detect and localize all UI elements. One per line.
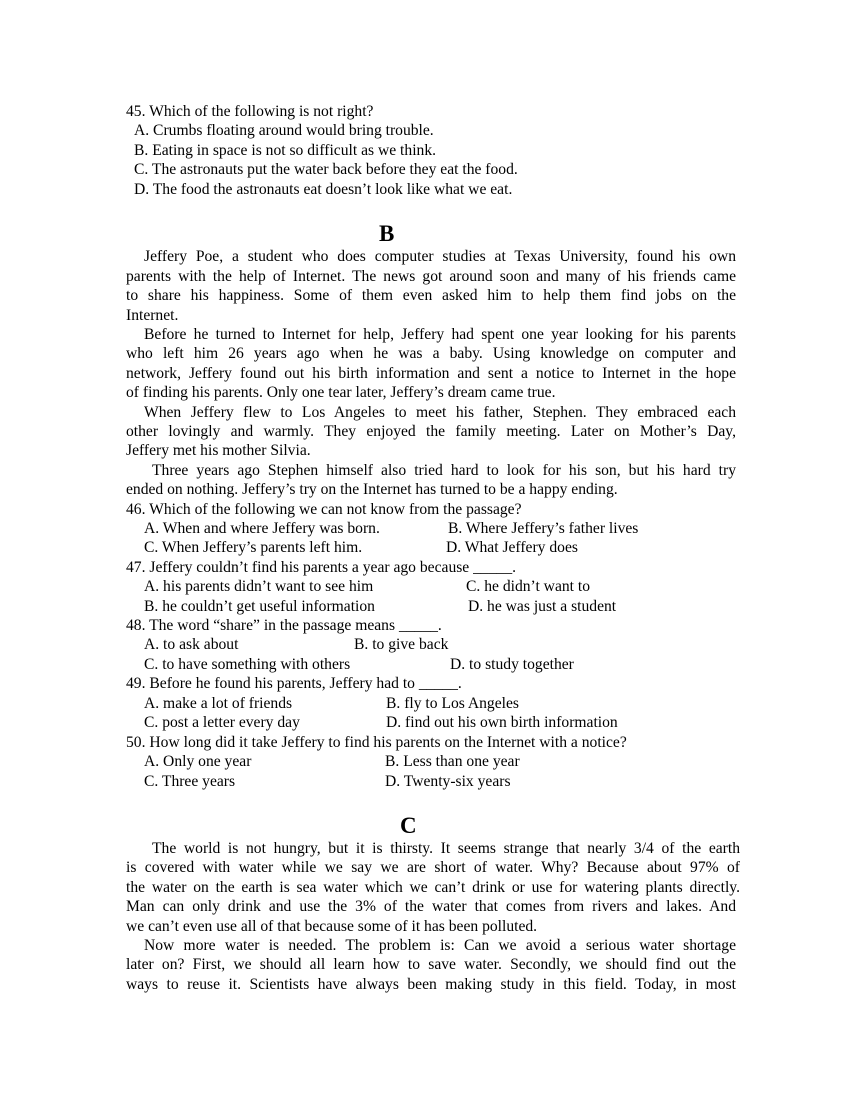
q50-option-b: B. Less than one year	[385, 753, 520, 770]
passage-b-line: parents with the help of Internet. The news got around soon and many of his friends came	[126, 268, 736, 285]
q45-option-a: A. Crumbs floating around would bring trouble.	[134, 122, 434, 139]
section-b-heading: B	[379, 221, 395, 246]
q46-option-a: A. When and where Jeffery was born.	[144, 520, 380, 537]
q50-option-c: C. Three years	[144, 773, 236, 790]
passage-b-line: network, Jeffery found out his birth information and sent a notice to Internet in the hope	[126, 365, 736, 382]
q47-question: 47. Jeffery couldn’t find his parents a year ago because _____.	[126, 559, 517, 576]
q49-option-d: D. find out his own birth information	[386, 714, 618, 731]
q46-option-c: C. When Jeffery’s parents left him.	[144, 539, 363, 556]
q46-option-b: B. Where Jeffery’s father lives	[448, 520, 639, 537]
q45-option-b: B. Eating in space is not so difficult as we think.	[134, 142, 437, 159]
passage-b-line: to share his happiness. Some of them even asked him to help them find jobs on the	[126, 287, 736, 304]
passage-b-line: Three years ago Stephen himself also tried hard to look for his son, but his hard try	[152, 462, 736, 479]
q45-question: 45. Which of the following is not right?	[126, 103, 374, 120]
section-c-heading: C	[400, 813, 417, 838]
passage-b-line: Before he turned to Internet for help, Jeffery had spent one year looking for his parents	[144, 326, 736, 343]
passage-b-line: Jeffery Poe, a student who does computer studies at Texas University, found his own	[144, 248, 736, 265]
q48-option-d: D. to study together	[450, 656, 574, 673]
q49-question: 49. Before he found his parents, Jeffery had to _____.	[126, 675, 462, 692]
passage-b-line: When Jeffery flew to Los Angeles to meet his father, Stephen. They embraced each	[144, 404, 736, 421]
passage-b-line: Internet.	[126, 307, 179, 324]
q50-option-d: D. Twenty-six years	[385, 773, 511, 790]
q48-option-b: B. to give back	[354, 636, 449, 653]
q50-question: 50. How long did it take Jeffery to find his parents on the Internet with a notice?	[126, 734, 627, 751]
passage-b-line: of finding his parents. Only one tear later, Jeffery’s dream came true.	[126, 384, 556, 401]
q49-option-b: B. fly to Los Angeles	[386, 695, 519, 712]
passage-c-line: Now more water is needed. The problem is: Can we avoid a serious water shortage	[144, 937, 736, 954]
q47-option-c: C. he didn’t want to	[466, 578, 591, 595]
passage-c-line: later on? First, we should all learn how to save water. Secondly, we should find out the	[126, 956, 736, 973]
q48-question: 48. The word “share” in the passage means _____.	[126, 617, 442, 634]
passage-c-line: Man can only drink and use the 3% of the water that comes from rivers and lakes. And	[126, 898, 736, 915]
passage-c-line: ways to reuse it. Scientists have always been making study in this field. Today, in most	[126, 976, 736, 993]
passage-c-line: we can’t even use all of that because some of it has been polluted.	[126, 918, 538, 935]
q47-option-b: B. he couldn’t get useful information	[144, 598, 375, 615]
q46-question: 46. Which of the following we can not know from the passage?	[126, 501, 522, 518]
q49-option-a: A. make a lot of friends	[144, 695, 293, 712]
passage-b-line: Jeffery met his mother Silvia.	[126, 442, 311, 459]
passage-b-line: who left him 26 years ago when he was a baby. Using knowledge on computer and	[126, 345, 736, 362]
passage-b-line: other lovingly and warmly. They enjoyed the family meeting. Later on Mother’s Day,	[126, 423, 736, 440]
passage-b-line: ended on nothing. Jeffery’s try on the Internet has turned to be a happy ending.	[126, 481, 618, 498]
q47-option-a: A. his parents didn’t want to see him	[144, 578, 374, 595]
q45-option-c: C. The astronauts put the water back before they eat the food.	[134, 161, 518, 178]
q45-option-d: D. The food the astronauts eat doesn’t look like what we eat.	[134, 181, 513, 198]
q48-option-c: C. to have something with others	[144, 656, 351, 673]
q46-option-d: D. What Jeffery does	[446, 539, 578, 556]
q50-option-a: A. Only one year	[144, 753, 252, 770]
passage-c-line: The world is not hungry, but it is thirsty. It seems strange that nearly 3/4 of the earth	[152, 840, 740, 857]
passage-c-line: is covered with water while we say we are short of water. Why? Because about 97% of	[126, 859, 740, 876]
passage-c-line: the water on the earth is sea water which we can’t drink or use for watering plants directly.	[126, 879, 740, 896]
q47-option-d: D. he was just a student	[468, 598, 617, 615]
q48-option-a: A. to ask about	[144, 636, 239, 653]
q49-option-c: C. post a letter every day	[144, 714, 300, 731]
